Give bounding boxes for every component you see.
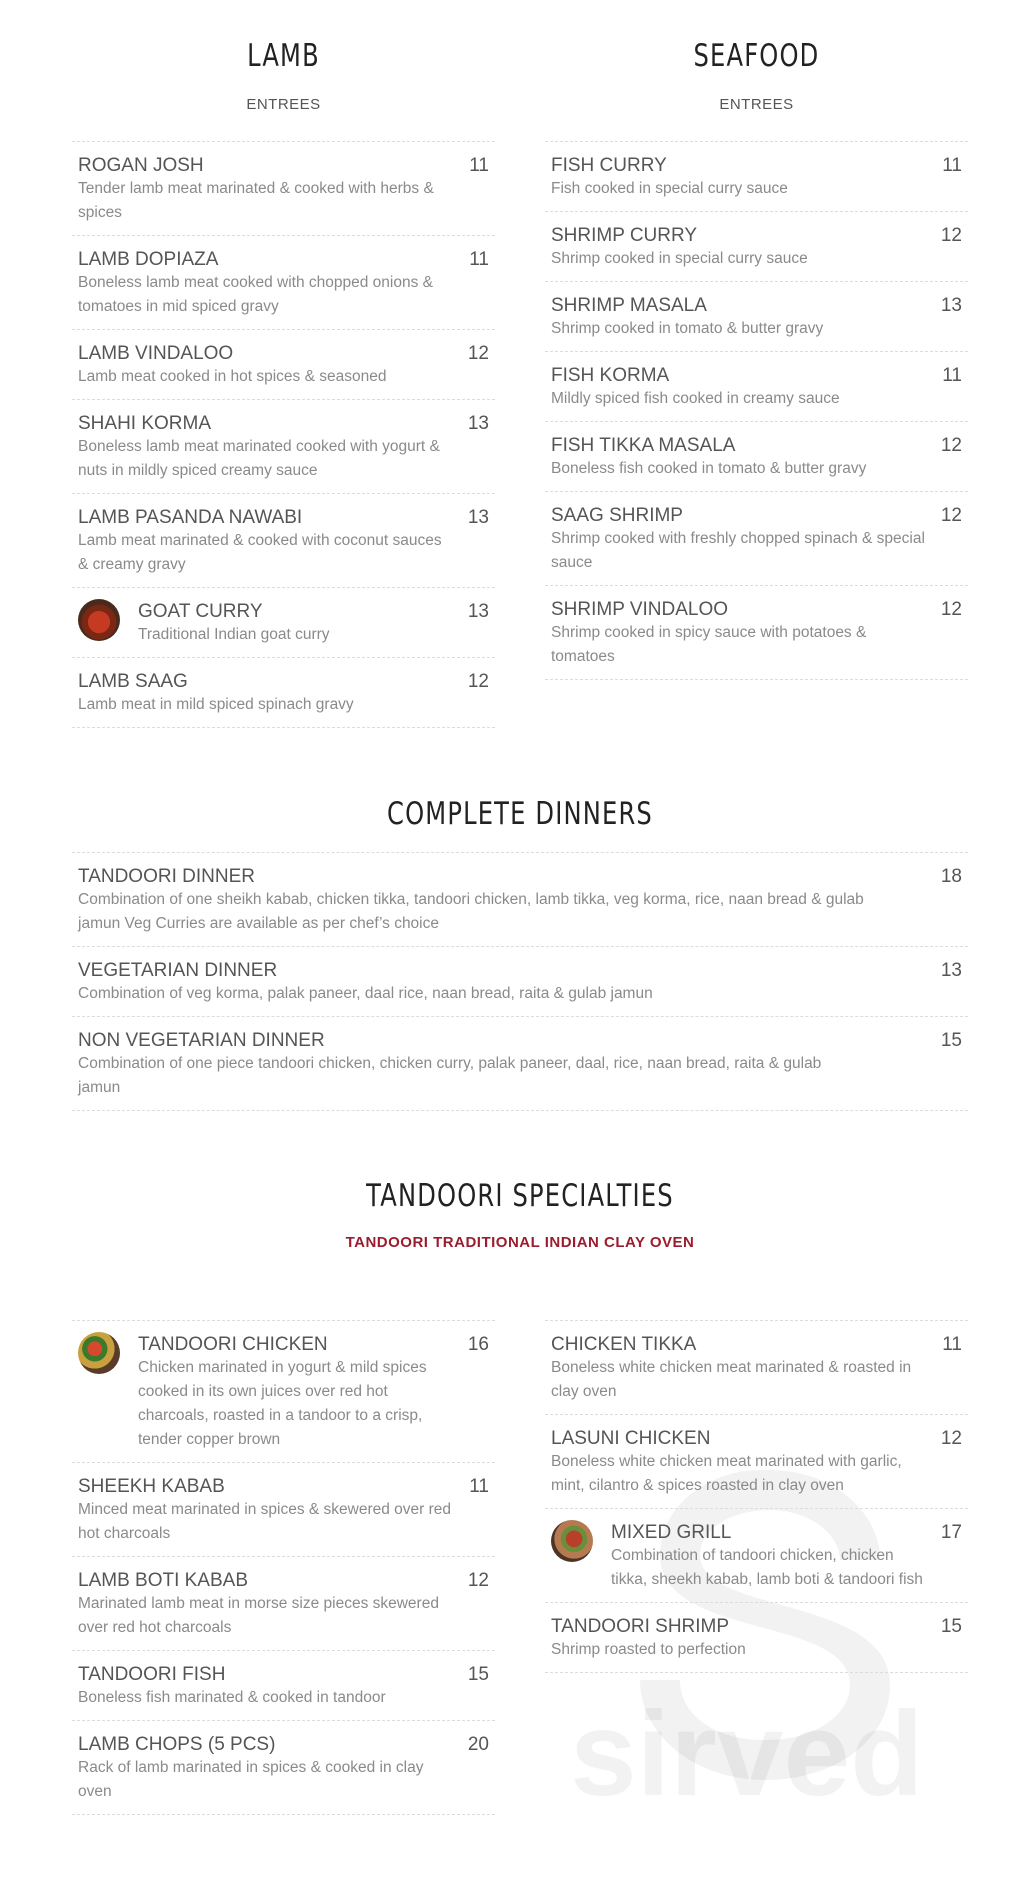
menu-item bbox=[72, 494, 495, 588]
tandoori-left-section bbox=[72, 1320, 495, 1815]
item-description: Lamb meat in mild spiced spinach gravy bbox=[78, 696, 354, 713]
item-description: Shrimp cooked in special curry sauce bbox=[551, 250, 808, 267]
tandoori-left-list bbox=[72, 1320, 495, 1815]
item-name: TANDOORI FISH bbox=[78, 1664, 226, 1685]
menu-item bbox=[545, 352, 968, 422]
menu-item bbox=[545, 282, 968, 352]
menu-item bbox=[72, 1017, 968, 1111]
item-price: 16 bbox=[467, 1334, 489, 1355]
tandoori-title: TANDOORI SPECIALTIES bbox=[366, 1178, 674, 1214]
item-name: MIXED GRILL bbox=[611, 1522, 732, 1543]
item-description: Combination of veg korma, palak paneer, daal rice, naan bread, raita & gulab jamun bbox=[78, 985, 653, 1002]
item-price: 20 bbox=[467, 1734, 489, 1755]
item-description: Lamb meat cooked in hot spices & seasoned bbox=[78, 368, 387, 385]
item-price: 12 bbox=[940, 505, 962, 526]
mixed-grill-photo[interactable] bbox=[551, 1520, 593, 1562]
item-name: SHRIMP CURRY bbox=[551, 225, 698, 246]
item-description: Tender lamb meat marinated & cooked with herbs & spices bbox=[78, 180, 434, 221]
item-description: Boneless lamb meat marinated cooked with yogurt & nuts in mildly spiced creamy sauce bbox=[78, 438, 440, 479]
item-price: 11 bbox=[942, 365, 962, 386]
item-name: TANDOORI SHRIMP bbox=[551, 1616, 730, 1637]
menu-item bbox=[545, 1509, 968, 1603]
menu-item bbox=[72, 1557, 495, 1651]
menu-item bbox=[72, 853, 968, 947]
goat-curry-photo[interactable] bbox=[78, 599, 120, 641]
item-name: SHRIMP MASALA bbox=[551, 295, 707, 316]
item-price: 12 bbox=[467, 343, 489, 364]
item-name: CHICKEN TIKKA bbox=[551, 1334, 697, 1355]
lamb-title: LAMB bbox=[247, 38, 320, 74]
item-price: 12 bbox=[467, 1570, 489, 1591]
item-name: FISH CURRY bbox=[551, 155, 667, 176]
item-price: 13 bbox=[467, 507, 489, 528]
item-price: 12 bbox=[940, 225, 962, 246]
menu-item bbox=[72, 1651, 495, 1721]
menu-item bbox=[72, 1721, 495, 1815]
item-name: LAMB CHOPS (5 PCS) bbox=[78, 1734, 276, 1755]
item-price: 17 bbox=[940, 1522, 962, 1543]
item-description: Traditional Indian goat curry bbox=[138, 626, 330, 643]
seafood-list bbox=[545, 141, 968, 680]
item-description: Combination of one piece tandoori chicken, chicken curry, palak paneer, daal, rice, naan bread, raita & gulab jamun bbox=[78, 1055, 822, 1096]
dinners-list bbox=[72, 852, 968, 1111]
item-price: 15 bbox=[940, 1030, 962, 1051]
item-name: NON VEGETARIAN DINNER bbox=[78, 1030, 325, 1051]
menu-item bbox=[72, 588, 495, 658]
item-name: SHEEKH KABAB bbox=[78, 1476, 225, 1497]
item-name: ROGAN JOSH bbox=[78, 155, 204, 176]
menu-item bbox=[72, 236, 495, 330]
item-description: Boneless lamb meat cooked with chopped onions & tomatoes in mid spiced gravy bbox=[78, 274, 433, 315]
item-description: Minced meat marinated in spices & skewered over red hot charcoals bbox=[78, 1501, 452, 1542]
item-name: LAMB SAAG bbox=[78, 671, 188, 692]
item-price: 13 bbox=[467, 601, 489, 622]
item-description: Lamb meat marinated & cooked with coconut sauces & creamy gravy bbox=[78, 532, 442, 573]
item-name: SHAHI KORMA bbox=[78, 413, 212, 434]
item-name: VEGETARIAN DINNER bbox=[78, 960, 278, 981]
item-price: 11 bbox=[469, 155, 489, 176]
item-description: Shrimp roasted to perfection bbox=[551, 1641, 746, 1658]
menu-item bbox=[72, 142, 495, 236]
item-description: Rack of lamb marinated in spices & cooked in clay oven bbox=[78, 1759, 424, 1800]
item-price: 15 bbox=[467, 1664, 489, 1685]
item-price: 15 bbox=[940, 1616, 962, 1637]
item-price: 12 bbox=[940, 1428, 962, 1449]
item-name: TANDOORI DINNER bbox=[78, 866, 255, 887]
item-price: 13 bbox=[940, 295, 962, 316]
menu-item bbox=[72, 400, 495, 494]
item-price: 12 bbox=[940, 435, 962, 456]
menu-item bbox=[72, 1463, 495, 1557]
item-name: SAAG SHRIMP bbox=[551, 505, 683, 526]
lamb-list bbox=[72, 141, 495, 728]
menu-item bbox=[545, 586, 968, 680]
menu-item bbox=[72, 330, 495, 400]
item-name: LASUNI CHICKEN bbox=[551, 1428, 711, 1449]
item-name: LAMB VINDALOO bbox=[78, 343, 234, 364]
item-name: LAMB DOPIAZA bbox=[78, 249, 219, 270]
item-description: Combination of one sheikh kabab, chicken tikka, tandoori chicken, lamb tikka, veg korma, rice, naan bread & gulab jamun Veg Curries are available as per chef’s choice bbox=[78, 891, 864, 932]
item-description: Boneless white chicken meat marinated with garlic, mint, cilantro & spices roasted in clay oven bbox=[551, 1453, 902, 1494]
lamb-subtitle: ENTREES bbox=[246, 96, 321, 113]
tandoori-right-section bbox=[545, 1320, 968, 1673]
menu-item bbox=[545, 492, 968, 586]
menu-item bbox=[545, 1415, 968, 1509]
item-name: TANDOORI CHICKEN bbox=[138, 1334, 328, 1355]
item-price: 12 bbox=[940, 599, 962, 620]
item-description: Fish cooked in special curry sauce bbox=[551, 180, 788, 197]
menu-item bbox=[545, 142, 968, 212]
item-name: LAMB PASANDA NAWABI bbox=[78, 507, 303, 528]
menu-item bbox=[545, 422, 968, 492]
item-price: 11 bbox=[469, 1476, 489, 1497]
seafood-subtitle: ENTREES bbox=[719, 96, 794, 113]
item-name: FISH KORMA bbox=[551, 365, 670, 386]
menu-item bbox=[545, 212, 968, 282]
item-price: 18 bbox=[940, 866, 962, 887]
item-description: Shrimp cooked in spicy sauce with potatoes & tomatoes bbox=[551, 624, 867, 665]
item-description: Chicken marinated in yogurt & mild spices cooked in its own juices over red hot charcoals, roasted in a tandoor to a crisp, tender copper brown bbox=[138, 1359, 427, 1448]
menu-item bbox=[545, 1321, 968, 1415]
menu-item bbox=[545, 1603, 968, 1673]
item-description: Boneless white chicken meat marinated & roasted in clay oven bbox=[551, 1359, 912, 1400]
item-price: 13 bbox=[940, 960, 962, 981]
lamb-section bbox=[72, 38, 495, 728]
seafood-title: SEAFOOD bbox=[693, 38, 820, 74]
item-name: SHRIMP VINDALOO bbox=[551, 599, 729, 620]
tandoori-right-list bbox=[545, 1320, 968, 1673]
item-price: 12 bbox=[467, 671, 489, 692]
seafood-section bbox=[545, 38, 968, 680]
item-price: 11 bbox=[942, 155, 962, 176]
tandoori-subtitle: TANDOORI TRADITIONAL INDIAN CLAY OVEN bbox=[345, 1234, 695, 1251]
item-description: Boneless fish cooked in tomato & butter gravy bbox=[551, 460, 867, 477]
watermark-text: sirved bbox=[570, 1687, 924, 1810]
menu-item bbox=[72, 658, 495, 728]
item-description: Boneless fish marinated & cooked in tandoor bbox=[78, 1689, 386, 1706]
item-name: GOAT CURRY bbox=[138, 601, 263, 622]
menu-item bbox=[72, 947, 968, 1017]
tandoori-chicken-photo[interactable] bbox=[78, 1332, 120, 1374]
item-name: LAMB BOTI KABAB bbox=[78, 1570, 248, 1591]
item-description: Mildly spiced fish cooked in creamy sauce bbox=[551, 390, 840, 407]
dinners-title: COMPLETE DINNERS bbox=[387, 796, 653, 832]
tandoori-header bbox=[72, 1178, 968, 1251]
item-description: Shrimp cooked with freshly chopped spinach & special sauce bbox=[551, 530, 925, 571]
item-description: Combination of tandoori chicken, chicken tikka, sheekh kabab, lamb boti & tandoori fish bbox=[611, 1547, 923, 1588]
item-description: Shrimp cooked in tomato & butter gravy bbox=[551, 320, 824, 337]
item-description: Marinated lamb meat in morse size pieces skewered over red hot charcoals bbox=[78, 1595, 439, 1636]
menu-item bbox=[72, 1321, 495, 1463]
item-name: FISH TIKKA MASALA bbox=[551, 435, 736, 456]
dinners-section bbox=[72, 796, 968, 1111]
item-price: 11 bbox=[942, 1334, 962, 1355]
item-price: 13 bbox=[467, 413, 489, 434]
item-price: 11 bbox=[469, 249, 489, 270]
